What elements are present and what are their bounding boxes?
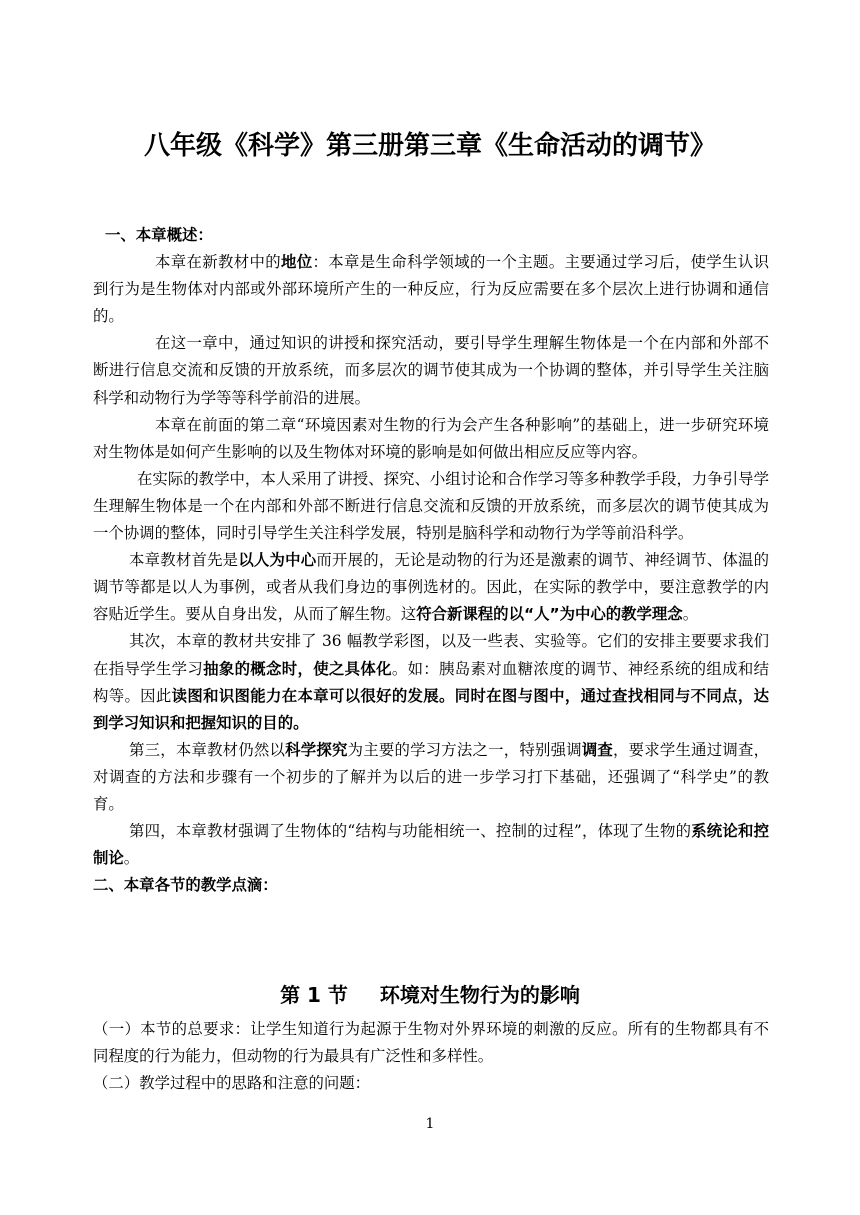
section-heading-teaching-points: 二、本章各节的教学点滴： <box>93 876 278 895</box>
section-heading-overview: 一、本章概述： <box>105 226 213 244</box>
bold-text: 调查 <box>581 740 614 759</box>
bold-text: 以人为中心 <box>238 551 317 570</box>
paragraph: （一）本节的总要求：让学生知道行为起源于生物对外界环境的刺激的反应。所有的生物都具有不同程度的行为能力，但动物的行为最具有广泛性和多样性。 <box>93 1020 769 1066</box>
paragraph <box>93 737 769 818</box>
text-run: 本章教材首先是 <box>129 551 239 570</box>
paragraph: 在这一章中，通过知识的讲授和探究活动，要引导学生理解生物体是一个在内部和外部不断进行信息交流和反馈的开放系统，而多层次的调节使其成为一个协调的整体，并引导学生关注脑科学和动物行为学等等科学前沿的进展。 <box>93 334 769 407</box>
text-run: 本章在新教材中的 <box>155 253 282 272</box>
paragraph: （二）教学过程中的思路和注意的问题： <box>93 1074 371 1093</box>
bold-text: 系统论和控制论 <box>93 822 769 868</box>
bold-text: 地位 <box>281 253 313 272</box>
text-run: 第四，本章教材强调了生物体的“结构与功能相统一、控制的过程”，体现了生物的 <box>129 822 692 841</box>
section-number: 第 1 节 <box>280 983 348 1007</box>
bold-text: 科学探究 <box>285 740 348 759</box>
paragraph <box>93 818 769 872</box>
text-run: 而开展的，无论是动物的行为还是激素的调节、神经调节、体温的调节等都是以人为事例，或者从我们身边的事例选材的。因此，在实际的教学中，要注意教学的内容贴近学生。要从自身出发，从而了解生物。这 <box>93 551 769 624</box>
page-number: 1 <box>425 1116 435 1132</box>
section-body <box>93 1016 769 1097</box>
text-run: 。如：胰岛素对血糖浓度的调节、神经系统的组成和结构等。因此 <box>93 659 769 705</box>
document-title: 八年级《科学》第三册第三章《生命活动的调节》 <box>143 131 716 161</box>
paragraph <box>93 628 769 736</box>
paragraph: 在实际的教学中，本人采用了讲授、探究、小组讨论和合作学习等多种教学手段，力争引导学生理解生物体是一个在内部和外部不断进行信息交流和反馈的开放系统，而多层次的调节使其成为一个协调的整体，同时引导学生关注科学发展，特别是脑科学和动物行为学等前沿科学。 <box>93 469 769 543</box>
text-run: 为主要的学习方法之一，特别强调 <box>347 740 582 759</box>
text-run: ，要求学生通过调查，对调查的方法和步骤有一个初步的了解并为以后的进一步学习打下基础，还强调了“科学史”的教育。 <box>93 740 769 813</box>
text-run: 。 <box>123 849 140 868</box>
bold-text: 读图和识图能力在本章可以很好的发展。同时在图与图中，通过查找相同与不同点，达到学习知识和把握知识的目的。 <box>93 686 769 732</box>
text-run: ：本章是生命科学领域的一个主题。主要通过学习后，使学生认识到行为是生物体对内部或外部环境所产生的一种反应，行为反应需要在多个层次上进行协调和通信的。 <box>93 253 769 326</box>
bold-text: 符合新课程的以“人”为中心的教学理念 <box>416 605 683 624</box>
paragraph <box>93 547 769 628</box>
text-run: 。 <box>682 605 699 624</box>
paragraph: 本章在前面的第二章“环境因素对生物的行为会产生各种影响”的基础上，进一步研究环境对生物体是如何产生影响的以及生物体对环境的影响是如何做出相应反应等内容。 <box>93 415 769 461</box>
text-run: 第三，本章教材仍然以 <box>129 740 286 759</box>
section-title <box>0 980 860 1010</box>
chapter-overview <box>93 222 769 899</box>
bold-text: 抽象的概念时，使之具体化 <box>203 659 392 678</box>
text-run: 其次，本章的教材共安排了 36 幅教学彩图，以及一些表、实验等。它们的安排主要要求我们在指导学生学习 <box>93 632 769 678</box>
paragraph <box>93 249 769 330</box>
section-name: 环境对生物行为的影响 <box>379 983 580 1007</box>
